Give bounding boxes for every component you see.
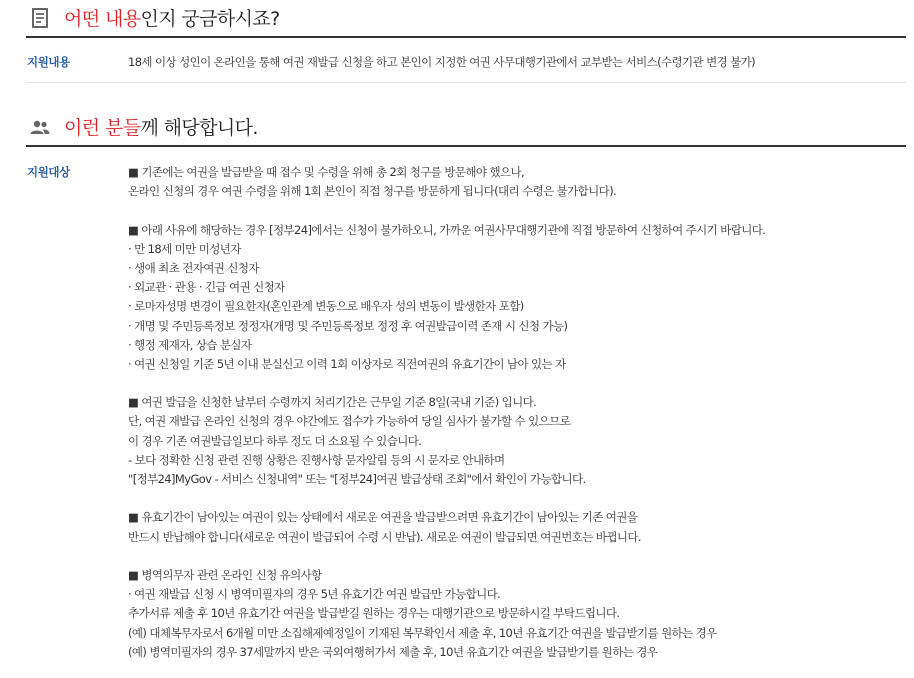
body-line: · 로마자성명 변경이 필요한자(혼인관계 변동으로 배우자 성의 변동이 발생한자 포함) bbox=[128, 299, 524, 314]
heading-accent: 이런 분들 bbox=[64, 117, 141, 139]
spacer bbox=[128, 374, 765, 393]
body-line: 이 경우 기존 여권발급일보다 하루 정도 더 소요될 수 있습니다. bbox=[128, 433, 422, 448]
body-line: 추가서류 제출 후 10년 유효기간 여권을 발급받길 원하는 경우는 대행기관으로 방문하시길 부탁드립니다. bbox=[128, 606, 620, 621]
section-heading-target bbox=[28, 113, 258, 140]
support-content-text: 18세 이상 성인이 온라인을 통해 여권 재발급 신청을 하고 본인이 지정한 여권 사무대행기관에서 교부받는 서비스(수령기관 변경 불가) bbox=[128, 55, 756, 69]
spacer bbox=[128, 547, 765, 566]
heading-text: 께 해당합니다. bbox=[140, 117, 258, 139]
spacer bbox=[128, 201, 765, 220]
body-line: "[정부24]MyGov - 서비스 신청내역" 또는 "[정부24]여권 발급상태 조회"에서 확인이 가능합니다. bbox=[128, 472, 586, 486]
body-line: 반드시 반납해야 합니다(새로운 여권이 발급되어 수령 시 반납). 새로운 여권이 발급되면 여권번호는 바뀝니다. bbox=[128, 529, 641, 544]
body-line: ■ 기존에는 여권을 발급받을 때 접수 및 수령을 위해 총 2회 청구를 방문해야 했으나, bbox=[128, 165, 525, 179]
body-line: ■ 여권 발급을 신청한 날부터 수령까지 처리기간은 근무일 기준 8일(국내 기준) 입니다. bbox=[128, 395, 537, 410]
body-line: (예) 대체복무자로서 6개월 미만 소집해제예정일이 기재된 복무확인서 제출 후, 10년 유효기간 여권을 발급받기를 원하는 경우 bbox=[128, 625, 717, 640]
label-support-target: 지원대상 bbox=[27, 165, 70, 179]
body-line: · 개명 및 주민등록정보 정정자(개명 및 주민등록정보 정정 후 여권발급이력 존재 시 신청 가능) bbox=[128, 318, 568, 333]
body-line: 단, 여권 재발급 온라인 신청의 경우 야간에도 접수가 가능하여 당일 심사가 불가할 수 있으므로 bbox=[128, 414, 571, 429]
body-line: - 보다 정확한 신청 관련 진행 상황은 진행사항 문자알림 등의 시 문자로 안내하며 bbox=[128, 452, 505, 467]
divider bbox=[26, 145, 906, 147]
people-icon bbox=[28, 115, 52, 139]
body-line: (예) 병역미필자의 경우 37세말까지 받은 국외여행허가서 제출 후, 10년 유효기간 여권을 발급받기를 원하는 경우 bbox=[128, 644, 658, 659]
section-heading-content bbox=[28, 4, 280, 31]
body-line: ■ 아래 사유에 해당하는 경우 [정부24]에서는 신청이 불가하오니, 가까운 여권사무대행기관에 직접 방문하여 신청하여 주시기 바랍니다. bbox=[128, 222, 766, 237]
body-line: · 행정 제재자, 상습 분실자 bbox=[128, 337, 252, 352]
heading-text: 인지 궁금하시죠? bbox=[140, 8, 280, 30]
body-line: · 여권 재발급 신청 시 병역미필자의 경우 5년 유효기간 여권 발급만 가능합니다. bbox=[128, 587, 501, 602]
body-line: · 만 18세 미만 미성년자 bbox=[128, 241, 241, 256]
body-line: ■ 유효기간이 남아있는 여권이 있는 상태에서 새로운 여권을 발급받으려면 유효기간이 남아있는 기존 여권을 bbox=[128, 510, 638, 525]
divider bbox=[26, 82, 906, 83]
support-target-list bbox=[128, 163, 765, 662]
heading-accent: 어떤 내용 bbox=[64, 8, 141, 30]
body-line: 온라인 신청의 경우 여권 수령을 위해 1회 본인이 직접 청구를 방문하게 됩니다(대리 수령은 불가합니다). bbox=[128, 184, 617, 199]
body-line: · 외교관 · 관용 · 긴급 여권 신청자 bbox=[128, 280, 285, 295]
body-line: · 여권 신청일 기준 5년 이내 분실신고 이력 1회 이상자로 직전여권의 유효기간이 남아 있는 자 bbox=[128, 356, 566, 371]
body-line: · 생애 최초 전자여권 신청자 bbox=[128, 260, 259, 275]
spacer bbox=[128, 489, 765, 508]
divider bbox=[26, 36, 906, 38]
label-support-content: 지원내용 bbox=[27, 55, 70, 69]
body-line: ■ 병역의무자 관련 온라인 신청 유의사항 bbox=[128, 567, 322, 582]
document-icon bbox=[28, 6, 52, 30]
